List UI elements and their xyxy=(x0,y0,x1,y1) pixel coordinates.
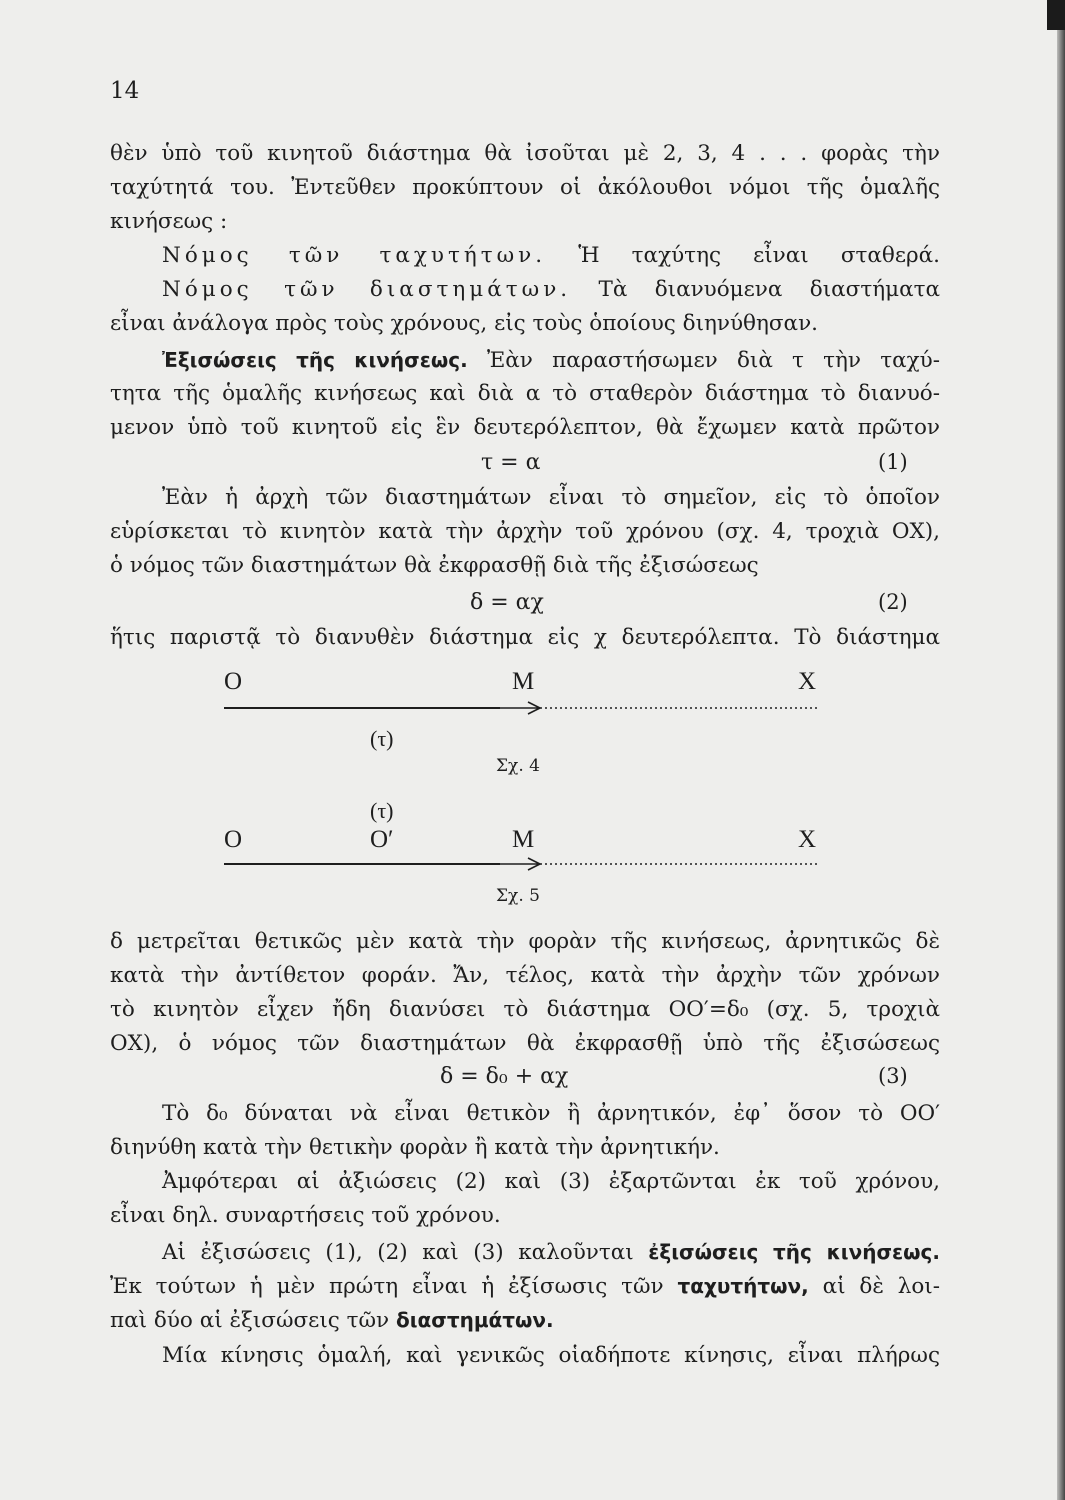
text-line: ΟΧ), ὁ νόμος τῶν διαστημάτων θὰ ἐκφρασθῇ ὑπὸ τῆς ἐξισώσεως xyxy=(110,1031,940,1056)
equation-2: δ = αχ xyxy=(470,590,544,615)
equation-1-number: (1) xyxy=(878,450,908,474)
fig4-trajectory xyxy=(224,702,818,714)
fig4-label-o: O xyxy=(224,668,243,695)
fig5-label-o: O xyxy=(224,826,243,853)
law-title: Νόμος τῶν ταχυτήτων. xyxy=(162,243,547,268)
text-line xyxy=(110,1272,940,1301)
text-span: αἱ δὲ λοι- xyxy=(822,1274,940,1299)
text-span: Αἱ ἐξισώσεις (1), (2) καὶ (3) καλοῦνται xyxy=(162,1240,634,1265)
fig5-caption: Σχ. 5 xyxy=(496,886,540,906)
fig5-label-m: M xyxy=(512,826,535,853)
bold-term: διαστημάτων. xyxy=(395,1308,554,1332)
fig5-trajectory xyxy=(224,858,818,870)
text-line: δ μετρεῖται θετικῶς μὲν κατὰ τὴν φορὰν τῆς κινήσεως, ἀρνητικῶς δὲ xyxy=(110,929,940,954)
text-span: παὶ δύο αἱ ἐξισώσεις τῶν xyxy=(110,1308,390,1333)
law-text: Τὰ διανυόμενα διαστήματα xyxy=(598,277,940,302)
text-line: ταχύτητά του. Ἐντεῦθεν προκύπτουν οἱ ἀκόλουθοι νόμοι τῆς ὁμαλῆς xyxy=(110,175,940,200)
text-span: Ἐκ τούτων ἡ μὲν πρώτη εἶναι ἡ ἐξίσωσις τῶν xyxy=(110,1274,664,1299)
text-line: τὸ κινητὸν εἶχεν ἤδη διανύσει τὸ διάστημα ΟΟ′=δ₀ (σχ. 5, τροχιὰ xyxy=(110,997,940,1022)
text-line: εἶναι δηλ. συναρτήσεις τοῦ χρόνου. xyxy=(110,1203,501,1228)
equation-3-number: (3) xyxy=(878,1064,908,1088)
fig5-label-o-prime: O′ xyxy=(370,826,394,853)
text-line: μενον ὑπὸ τοῦ κινητοῦ εἰς ἓν δευτερόλεπτον, θὰ ἔχωμεν κατὰ πρῶτον xyxy=(110,415,940,440)
text-line xyxy=(162,1238,940,1267)
bold-term: ἐξισώσεις τῆς κινήσεως. xyxy=(648,1240,940,1264)
text-line: Ἐὰν ἡ ἀρχὴ τῶν διαστημάτων εἶναι τὸ σημεῖον, εἰς τὸ ὁποῖον xyxy=(162,485,940,510)
text-line: εὑρίσκεται τὸ κινητὸν κατὰ τὴν ἀρχὴν τοῦ χρόνου (σχ. 4, τροχιὰ ΟΧ), xyxy=(110,519,940,544)
text-line: Ἀμφότεραι αἱ ἀξιώσεις (2) καὶ (3) ἐξαρτῶνται ἐκ τοῦ χρόνου, xyxy=(162,1169,940,1194)
page-number: 14 xyxy=(110,78,140,104)
text-line: Τὸ δ₀ δύναται νὰ εἶναι θετικὸν ἢ ἀρνητικόν, ἐφ᾽ ὅσον τὸ ΟΟ′ xyxy=(162,1101,940,1126)
text-line: τητα τῆς ὁμαλῆς κινήσεως καὶ διὰ α τὸ σταθερὸν διάστημα τὸ διανυό- xyxy=(110,381,940,406)
text-line: Μία κίνησις ὁμαλή, καὶ γενικῶς οἱαδήποτε κίνησις, εἶναι πλήρως xyxy=(162,1343,940,1368)
text-line: ὁ νόμος τῶν διαστημάτων θὰ ἐκφρασθῇ διὰ τῆς ἐξισώσεως xyxy=(110,553,759,578)
text-line: εἶναι ἀνάλογα πρὸς τοὺς χρόνους, εἰς τοὺς ὁποίους διηνύθησαν. xyxy=(110,311,818,336)
equation-2-number: (2) xyxy=(878,590,908,614)
equation-3: δ = δ₀ + αχ xyxy=(440,1064,569,1089)
section-title: Ἐξισώσεις τῆς κινήσεως. xyxy=(162,348,468,372)
fig5-label-x: X xyxy=(798,826,817,853)
text-line: ἥτις παριστᾷ τὸ διανυθὲν διάστημα εἰς χ δευτερόλεπτα. Τὸ διάστημα xyxy=(110,625,940,650)
heading-text: Ἐὰν παραστήσωμεν διὰ τ τὴν ταχύ- xyxy=(486,348,940,373)
law-text: Ἡ ταχύτης εἶναι σταθερά. xyxy=(578,243,940,268)
fig4-velocity-label: (τ) xyxy=(370,726,394,751)
text-line: κινήσεως : xyxy=(110,209,228,234)
text-line: διηνύθη κατὰ τὴν θετικὴν φορὰν ἢ κατὰ τὴν ἀρνητικήν. xyxy=(110,1135,720,1160)
fig4-label-x: X xyxy=(798,668,817,695)
law-title: Νόμος τῶν διαστημάτων. xyxy=(162,277,572,302)
text-line: κατὰ τὴν ἀντίθετον φοράν. Ἄν, τέλος, κατὰ τὴν ἀρχὴν τῶν χρόνων xyxy=(110,963,940,988)
fig4-label-m: M xyxy=(512,668,535,695)
text-line: θὲν ὑπὸ τοῦ κινητοῦ διάστημα θὰ ἰσοῦται μὲ 2, 3, 4 . . . φορὰς τὴν xyxy=(110,141,940,166)
bold-term: ταχυτήτων, xyxy=(677,1274,809,1298)
text-line xyxy=(110,1306,940,1335)
fig5-velocity-label: (τ) xyxy=(370,798,394,823)
fig4-caption: Σχ. 4 xyxy=(496,756,540,776)
equation-1: τ = α xyxy=(481,450,541,475)
